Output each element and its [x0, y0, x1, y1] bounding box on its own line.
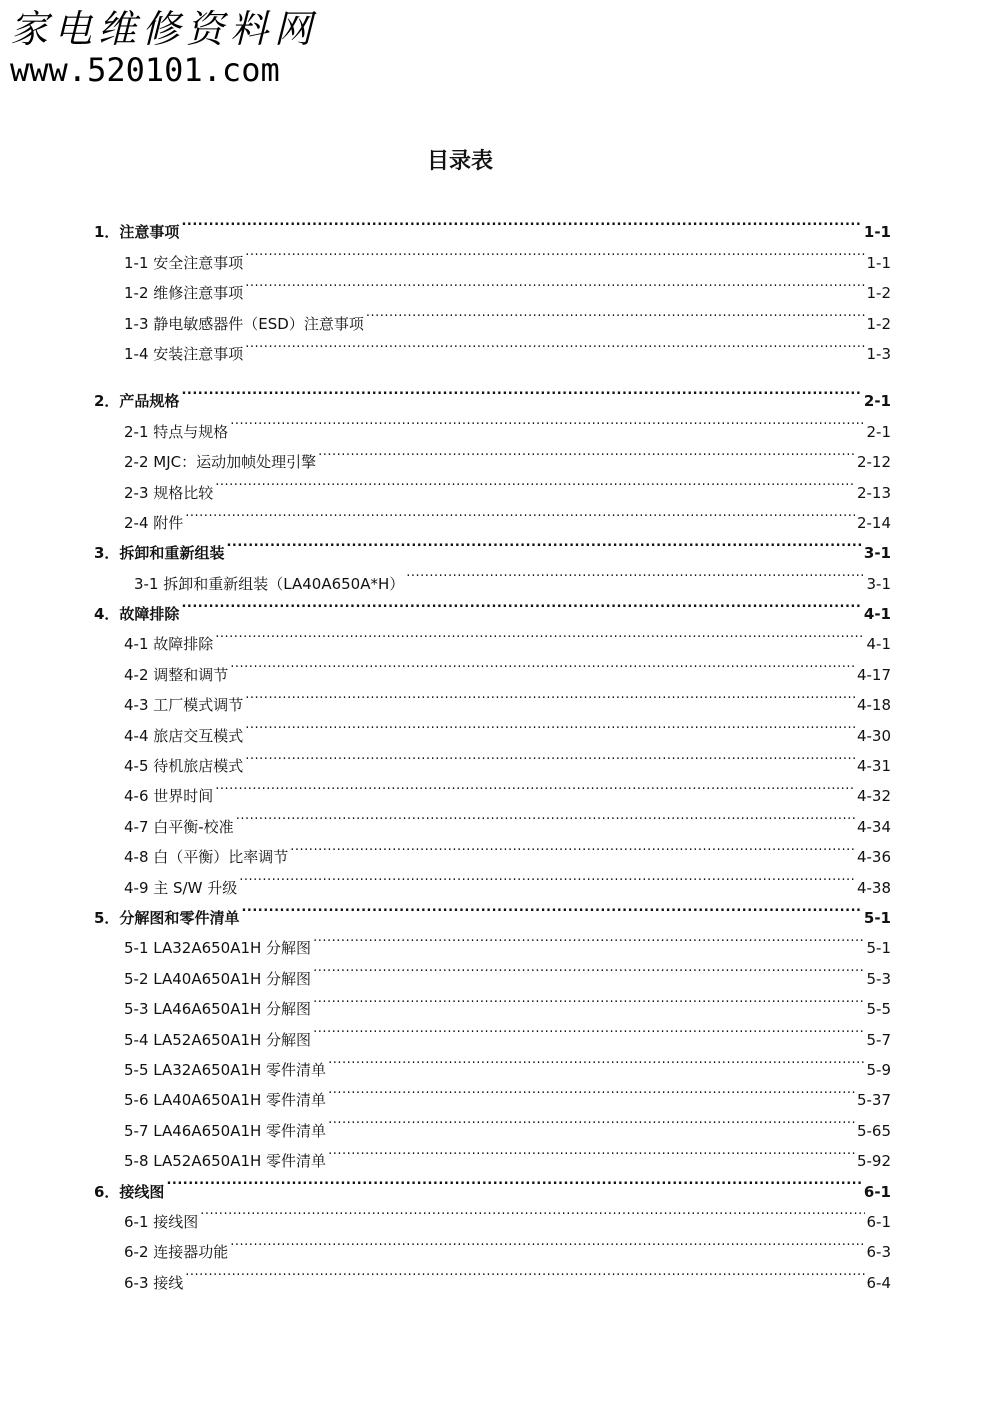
dot-leader: [318, 437, 855, 467]
dot-leader: [215, 619, 864, 649]
toc-page-number: 2-1: [866, 422, 891, 441]
dot-leader: [236, 801, 855, 831]
toc-item[interactable]: [94, 406, 891, 441]
toc-label: 4-5 待机旅店模式: [124, 757, 244, 776]
toc-page-number: 4-36: [856, 848, 891, 867]
toc-label: 3．拆卸和重新组装: [94, 544, 225, 563]
dot-leader: [226, 528, 861, 558]
toc-page-number: 1-1: [866, 253, 891, 272]
toc-page-number: 4-1: [863, 605, 891, 624]
toc-label: 5-8 LA52A650A1H 零件清单: [124, 1152, 327, 1171]
toc-page-number: 5-37: [856, 1091, 891, 1110]
toc-page-number: 2-13: [856, 483, 891, 502]
dot-leader: [241, 893, 861, 923]
dot-leader: [245, 710, 855, 740]
dot-leader: [328, 1075, 855, 1105]
watermark-logo: [10, 6, 370, 88]
table-of-contents: [94, 207, 891, 1292]
dot-leader: [313, 1014, 864, 1044]
toc-label: 6．接线图: [94, 1182, 165, 1201]
toc-page-number: 5-65: [856, 1121, 891, 1140]
toc-label: 4-2 调整和调节: [124, 665, 229, 684]
toc-item[interactable]: [94, 1227, 891, 1262]
toc-label: 4-1 故障排除: [124, 635, 214, 654]
toc-page-number: 5-9: [866, 1060, 891, 1079]
dot-leader: [366, 298, 865, 328]
toc-label: 5-2 LA40A650A1H 分解图: [124, 969, 312, 988]
toc-section-1[interactable]: [94, 207, 891, 242]
toc-page-number: 2-1: [863, 392, 891, 411]
toc-page-number: 4-31: [856, 757, 891, 776]
toc-page-number: 2-12: [856, 453, 891, 472]
toc-label: 5-7 LA46A650A1H 零件清单: [124, 1121, 327, 1140]
toc-page-number: 6-1: [866, 1212, 891, 1231]
dot-leader: [181, 376, 861, 406]
toc-page-number: 3-1: [866, 574, 891, 593]
toc-label: 5-1 LA32A650A1H 分解图: [124, 939, 312, 958]
toc-item[interactable]: [94, 649, 891, 684]
toc-page-number: 4-18: [856, 696, 891, 715]
toc-page-number: 4-38: [856, 878, 891, 897]
toc-label: 2-4 附件: [124, 513, 184, 532]
toc-label: 2-3 规格比较: [124, 483, 214, 502]
toc-label: 4-7 白平衡-校准: [124, 817, 234, 836]
dot-leader: [245, 237, 864, 267]
toc-page-number: 5-5: [866, 1000, 891, 1019]
toc-label: 3-1 拆卸和重新组装（LA40A650A*H）: [134, 574, 405, 593]
toc-label: 2-2 MJC：运动加帧处理引擎: [124, 453, 317, 472]
dot-leader: [239, 862, 855, 892]
dot-leader: [200, 1197, 864, 1227]
toc-item[interactable]: [94, 1197, 891, 1231]
watermark-title: 家电维修资料网: [10, 7, 319, 51]
toc-label: 5-6 LA40A650A1H 零件清单: [124, 1091, 327, 1110]
toc-page-number: 6-4: [866, 1273, 891, 1292]
toc-item[interactable]: [94, 619, 891, 654]
toc-page-number: 4-32: [856, 787, 891, 806]
toc-page-number: 5-3: [866, 969, 891, 988]
dot-leader: [290, 832, 855, 862]
toc-page-number: 6-3: [866, 1243, 891, 1262]
dot-leader: [185, 1257, 864, 1287]
dot-leader: [313, 923, 864, 953]
toc-page-number: 6-1: [863, 1182, 891, 1201]
toc-item[interactable]: [94, 237, 891, 272]
toc-label: 4-6 世界时间: [124, 787, 214, 806]
toc-label: 4-9 主 S/W 升级: [124, 878, 238, 897]
toc-item[interactable]: [94, 498, 891, 532]
toc-section-3[interactable]: [94, 528, 891, 563]
toc-label: 5-4 LA52A650A1H 分解图: [124, 1030, 312, 1049]
dot-leader: [181, 589, 861, 619]
page-title: 目录表: [426, 149, 493, 174]
dot-leader: [215, 467, 855, 497]
dot-leader: [245, 268, 864, 298]
toc-section-6[interactable]: [94, 1166, 891, 1201]
dot-leader: [245, 741, 855, 771]
toc-page-number: 4-17: [856, 665, 891, 684]
toc-page-number: 5-1: [866, 939, 891, 958]
dot-leader: [230, 406, 864, 436]
toc-label: 4-4 旅店交互模式: [124, 726, 244, 745]
toc-page-number: 1-2: [866, 314, 891, 333]
toc-item[interactable]: [94, 1257, 891, 1292]
toc-page-number: 3-1: [863, 544, 891, 563]
toc-label: 2．产品规格: [94, 392, 180, 411]
toc-label: 5-5 LA32A650A1H 零件清单: [124, 1060, 327, 1079]
toc-label: 4-8 白（平衡）比率调节: [124, 848, 289, 867]
watermark-url: www.520101.com: [10, 51, 280, 89]
dot-leader: [328, 1105, 855, 1135]
dot-leader: [313, 984, 864, 1014]
toc-page-number: 2-14: [856, 513, 891, 532]
toc-section-2[interactable]: [94, 376, 891, 411]
toc-item[interactable]: [94, 801, 891, 836]
toc-label: 6-3 接线: [124, 1273, 184, 1292]
dot-leader: [181, 207, 861, 237]
toc-page-number: 5-7: [866, 1030, 891, 1049]
toc-label: 5-3 LA46A650A1H 分解图: [124, 1000, 312, 1019]
dot-leader: [185, 498, 855, 528]
toc-page-number: 1-1: [863, 223, 891, 242]
toc-page-number: 4-34: [856, 817, 891, 836]
toc-label: 1-4 安装注意事项: [124, 344, 244, 363]
toc-section-4[interactable]: [94, 589, 891, 624]
dot-leader: [166, 1166, 861, 1196]
toc-label: 6-2 连接器功能: [124, 1243, 229, 1262]
toc-label: 1-1 安全注意事项: [124, 253, 244, 272]
toc-page-number: 4-30: [856, 726, 891, 745]
dot-leader: [215, 771, 855, 801]
toc-page-number: 1-3: [866, 344, 891, 363]
dot-leader: [313, 953, 864, 983]
toc-label: 4．故障排除: [94, 605, 180, 624]
toc-label: 1．注意事项: [94, 223, 180, 242]
dot-leader: [245, 680, 855, 710]
toc-label: 1-2 维修注意事项: [124, 284, 244, 303]
toc-page-number: 1-2: [866, 284, 891, 303]
dot-leader: [328, 1136, 855, 1166]
toc-page-number: 4-1: [866, 635, 891, 654]
toc-label: 6-1 接线图: [124, 1212, 199, 1231]
toc-page-number: 5-92: [856, 1152, 891, 1171]
dot-leader: [245, 329, 864, 359]
toc-label: 5．分解图和零件清单: [94, 908, 240, 927]
dot-leader: [328, 1045, 864, 1075]
dot-leader: [406, 558, 864, 588]
toc-label: 2-1 特点与规格: [124, 422, 229, 441]
dot-leader: [230, 649, 855, 679]
dot-leader: [230, 1227, 864, 1257]
toc-label: 4-3 工厂模式调节: [124, 696, 244, 715]
toc-page-number: 5-1: [863, 908, 891, 927]
toc-label: 1-3 静电敏感器件（ESD）注意事项: [124, 314, 364, 333]
